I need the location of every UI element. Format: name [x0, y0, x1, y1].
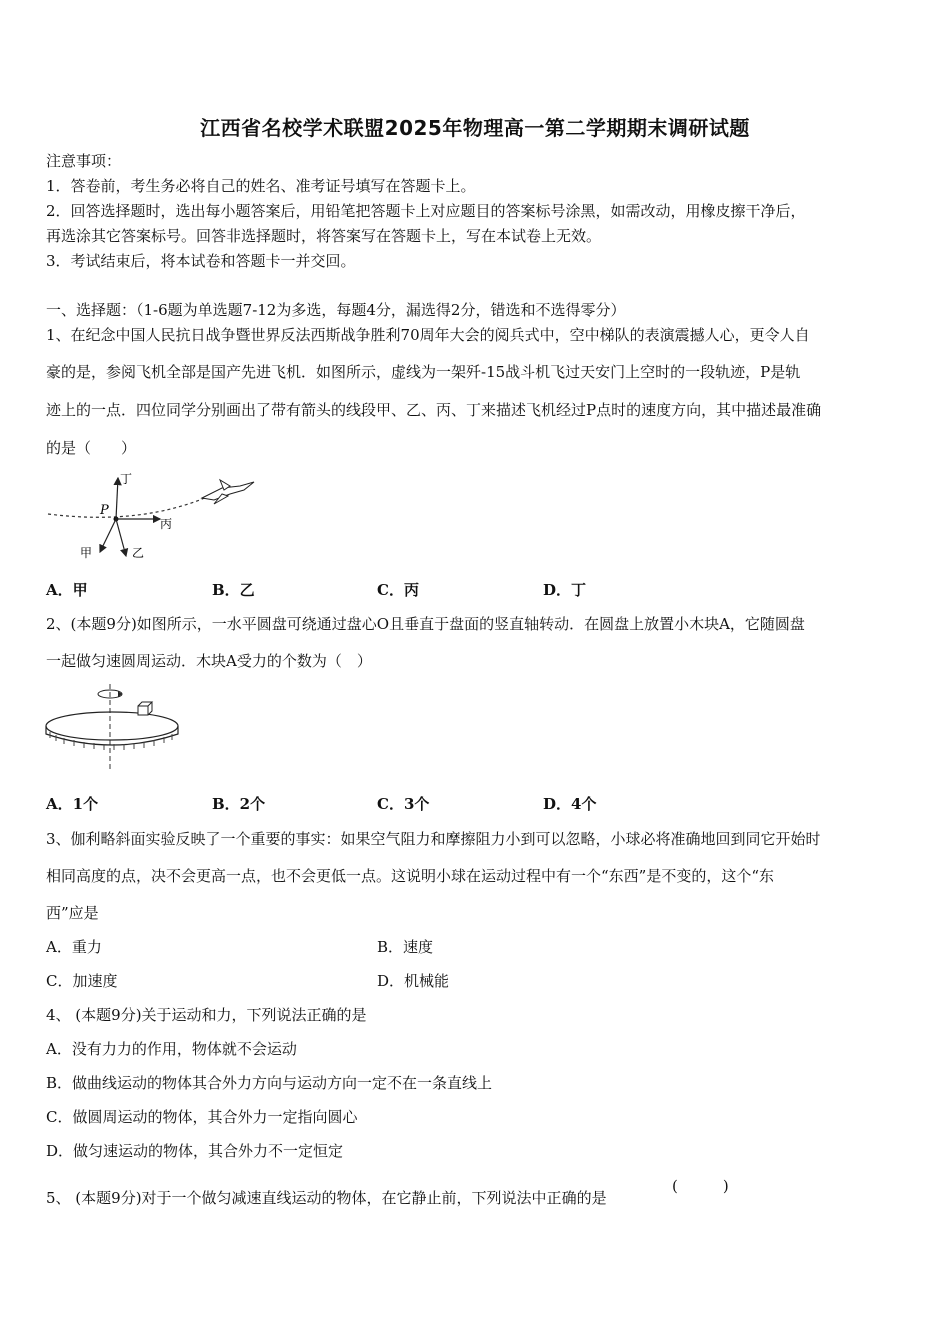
label-bing: 丙	[160, 517, 173, 531]
notice-heading: 注意事项：	[46, 152, 122, 170]
q4-option[interactable]: A．没有力力的作用，物体就不会运动	[46, 1040, 297, 1058]
q3-option[interactable]: B．速度	[377, 938, 434, 956]
q1-line: 的是（ ）	[46, 439, 137, 457]
q4-option[interactable]: D．做匀速运动的物体，其合外力不一定恒定	[46, 1142, 344, 1160]
q3-option[interactable]: A．重力	[46, 938, 102, 956]
q5-stem: 5、 (本题9分)对于一个做匀减速直线运动的物体，在它静止前，下列说法中正确的是	[46, 1189, 607, 1207]
arrow-ding	[116, 478, 118, 519]
q2-option[interactable]: D．4个	[543, 795, 597, 813]
label-yi: 乙	[132, 546, 145, 560]
q4-option[interactable]: B．做曲线运动的物体其合外力方向与运动方向一定不在一条直线上	[46, 1074, 493, 1092]
arrow-jia	[100, 519, 116, 552]
q1-option[interactable]: A．甲	[46, 581, 88, 599]
q2-option[interactable]: A．1个	[46, 795, 99, 813]
q2-option[interactable]: C．3个	[377, 795, 430, 813]
wooden-block-a	[138, 702, 152, 715]
label-p: P	[100, 503, 109, 518]
notice-item: 3．考试结束后，将本试卷和答题卡一并交回。	[46, 252, 356, 270]
page-title: 江西省名校学术联盟2025年物理高一第二学期期末调研试题	[200, 116, 750, 140]
q4-stem: 4、 (本题9分)关于运动和力，下列说法正确的是	[46, 1006, 367, 1024]
trajectory-curve	[48, 494, 214, 517]
q5-answer-paren: ( )	[672, 1177, 729, 1195]
q2-turntable-figure	[44, 682, 184, 774]
q3-option[interactable]: D．机械能	[377, 972, 450, 990]
q1-option[interactable]: C．丙	[377, 581, 419, 599]
q3-option[interactable]: C．加速度	[46, 972, 118, 990]
q3-line: 相同高度的点，决不会更高一点，也不会更低一点。这说明小球在运动过程中有一个“东西”是不变的，这个“东	[46, 867, 775, 885]
q4-option[interactable]: C．做圆周运动的物体，其合外力一定指向圆心	[46, 1108, 358, 1126]
q1-trajectory-figure	[44, 466, 259, 566]
q2-line: 一起做匀速圆周运动．木块A受力的个数为（ ）	[46, 652, 372, 670]
notice-item: 1．答卷前，考生务必将自己的姓名、准考证号填写在答题卡上。	[46, 177, 476, 195]
q3-line: 3、伽利略斜面实验反映了一个重要的事实：如果空气阻力和摩擦阻力小到可以忽略，小球必将准确地回到同它开始时	[46, 830, 821, 848]
q3-line: 西”应是	[46, 904, 99, 922]
fighter-jet-icon	[202, 480, 254, 504]
q2-line: 2、(本题9分)如图所示，一水平圆盘可绕通过盘心O且垂直于盘面的竖直轴转动．在圆盘上放置小木块A，它随圆盘	[46, 615, 805, 633]
q1-line: 1、在纪念中国人民抗日战争暨世界反法西斯战争胜利70周年大会的阅兵式中，空中梯队的表演震撼人心，更令人自	[46, 326, 810, 344]
section-heading: 一、选择题：（1-6题为单选题7-12为多选，每题4分，漏选得2分，错选和不选得零分）	[46, 301, 626, 319]
label-ding: 丁	[120, 472, 133, 486]
arrow-yi	[116, 519, 126, 556]
notice-item: 2．回答选择题时，选出每小题答案后，用铅笔把答题卡上对应题目的答案标号涂黑，如需改动，用橡皮擦干净后，	[46, 202, 806, 220]
q1-option[interactable]: B．乙	[212, 581, 255, 599]
disk-top	[46, 712, 178, 740]
q1-line: 迹上的一点．四位同学分别画出了带有箭头的线段甲、乙、丙、丁来描述飞机经过P点时的速度方向，其中描述最准确	[46, 401, 822, 419]
q2-option[interactable]: B．2个	[212, 795, 266, 813]
q1-option[interactable]: D．丁	[543, 581, 587, 599]
label-jia: 甲	[80, 546, 93, 560]
notice-item: 再选涂其它答案标号。回答非选择题时，将答案写在答题卡上，写在本试卷上无效。	[46, 227, 602, 245]
q1-line: 豪的是，参阅飞机全部是国产先进飞机．如图所示，虚线为一架歼-15战斗机飞过天安门上空时的一段轨迹，P是轨	[46, 363, 801, 381]
